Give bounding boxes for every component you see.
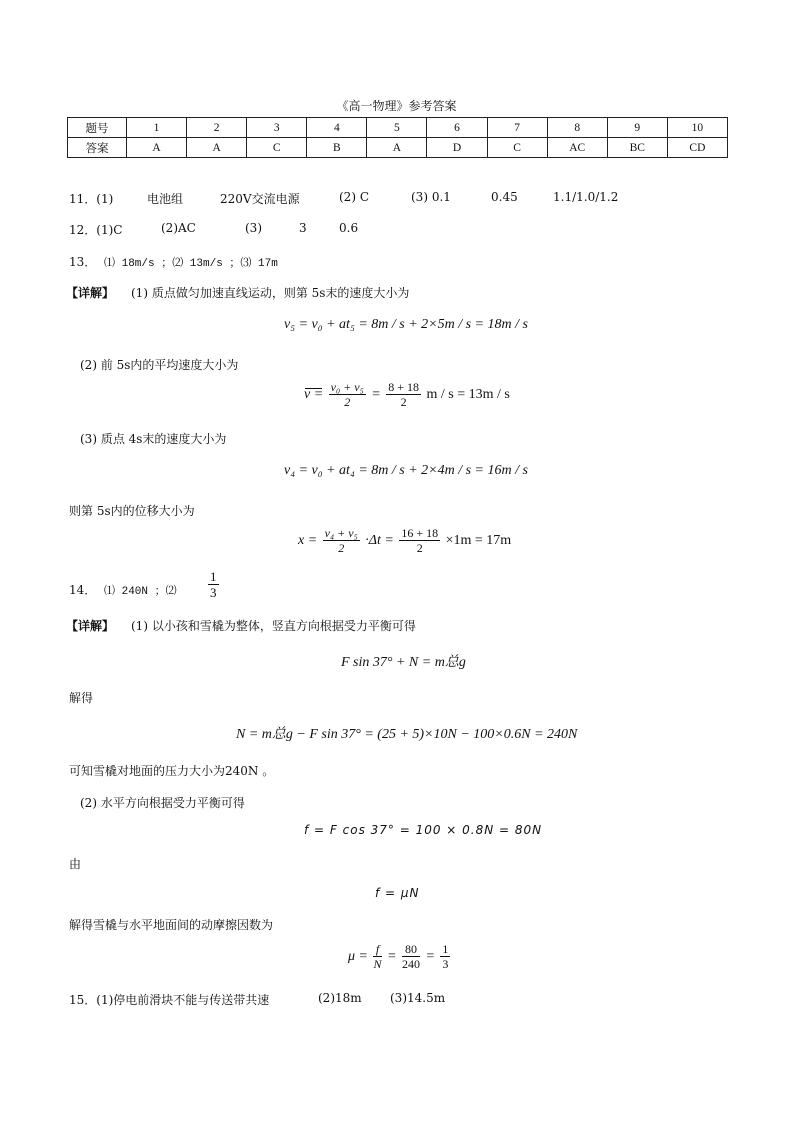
q13-eq4-right: ×1m = 17m [445, 533, 512, 549]
table-cell: 7 [487, 118, 547, 138]
q14-equation-3: f = F cos 37° = 100 × 0.8N = 80N [304, 823, 543, 837]
q13-detail-tag: 【详解】 [66, 286, 115, 300]
equals-sign: = [371, 387, 381, 403]
denominator: 2 [338, 541, 345, 555]
q13-eq2-fraction-1 [329, 380, 366, 410]
q13-step-1: (1) 质点做匀加速直线运动，则第 5s末的速度大小为 [131, 286, 410, 300]
q11-answer-f: 1.1/1.0/1.2 [553, 190, 619, 204]
page-title: 《高一物理》参考答案 [336, 99, 457, 113]
equals-sign: = [425, 949, 435, 965]
table-cell: C [487, 138, 547, 158]
q13-eq2-right: m / s = 13m / s [426, 387, 510, 403]
table-header-cell: 题号 [68, 118, 127, 138]
equals-sign: = [387, 949, 397, 965]
denominator: 3 [210, 585, 217, 600]
answer-table [67, 117, 728, 158]
q13-number: 13． [69, 255, 97, 269]
q13-equation-1: v₅ = v₀ + at₅ = 8m / s + 2×5m / s = 18m / s [284, 317, 528, 332]
q15-answer-c: (3)14.5m [390, 991, 446, 1005]
q11-answer-a: 电池组 [147, 192, 184, 206]
q13-equation-4 [298, 526, 511, 556]
table-cell: 10 [667, 118, 727, 138]
q13-equation-3: v₄ = v₀ + at₄ = 8m / s + 2×4m / s = 16m / s [284, 463, 528, 478]
table-cell: 8 [547, 118, 607, 138]
q14-step-5: 由 [69, 857, 82, 871]
q14-eq5-fraction-2 [402, 942, 420, 972]
q13-eq4-fraction-1 [323, 526, 360, 556]
table-cell: 3 [247, 118, 307, 138]
q13-eq2-fraction-2 [386, 380, 421, 410]
denominator: N [373, 957, 382, 971]
table-header-cell: 答案 [68, 138, 127, 158]
q11-number: 11．(1) [69, 192, 114, 206]
q12-answer-e: 0.6 [339, 221, 359, 235]
denominator: 2 [416, 541, 423, 555]
numerator: 80 [402, 942, 420, 957]
table-cell: 1 [127, 118, 187, 138]
q14-number: 14． [69, 583, 97, 597]
table-cell: D [427, 138, 487, 158]
table-cell: BC [607, 138, 667, 158]
q14-answers: ⑴ 240N ；⑵ [104, 586, 177, 598]
q12-answer-c: (3) [245, 221, 262, 235]
q13-step-4: 则第 5s内的位移大小为 [69, 504, 195, 518]
q14-equation-1: F sin 37° + N = m总g [341, 655, 466, 670]
table-cell: C [247, 138, 307, 158]
q13-eq4-fraction-2 [399, 526, 440, 556]
q11-answer-d: (3) 0.1 [411, 190, 451, 204]
numerator: 16 + 18 [401, 526, 439, 540]
table-cell: A [187, 138, 247, 158]
numerator: 1 [210, 569, 217, 584]
numerator: v₀ + v₅ [330, 380, 364, 394]
fraction [208, 570, 219, 600]
q13-eq4-mid: ·Δt = [365, 533, 394, 549]
table-row [68, 118, 728, 138]
q11-answer-e: 0.45 [491, 190, 518, 204]
numerator: v₄ + v₅ [324, 526, 358, 540]
table-cell: 5 [367, 118, 427, 138]
q14-eq5-fraction-3 [440, 942, 450, 972]
q13-eq4-left: x = [298, 533, 318, 549]
table-row [68, 138, 728, 158]
q14-eq5-fraction-1 [373, 942, 381, 972]
denominator: 240 [401, 957, 420, 971]
q12-answer-b: (2)AC [161, 221, 196, 235]
q14-step-3: 可知雪橇对地面的压力大小为240N 。 [69, 764, 275, 778]
denominator: 3 [442, 957, 449, 971]
q14-eq5-left: μ = [348, 949, 368, 965]
table-cell: 6 [427, 118, 487, 138]
q13-answers: ⑴ 18m/s ；⑵ 13m/s ；⑶ 17m [104, 258, 278, 270]
denominator: 2 [344, 395, 351, 409]
q13-step-2: (2) 前 5s内的平均速度大小为 [80, 358, 239, 372]
q14-step-1: (1) 以小孩和雪橇为整体，竖直方向根据受力平衡可得 [131, 619, 416, 633]
q14-step-6: 解得雪橇与水平地面间的动摩擦因数为 [69, 918, 274, 932]
q15-number: 15．(1)停电前滑块不能与传送带共速 [69, 993, 270, 1007]
table-cell: A [367, 138, 427, 158]
numerator: 1 [442, 942, 449, 956]
table-cell: A [127, 138, 187, 158]
q12-answer-d: 3 [299, 221, 307, 235]
q14-equation-4: f = μN [375, 886, 420, 900]
numerator: 8 + 18 [388, 380, 419, 394]
q11-answer-c: (2) C [339, 190, 369, 204]
q14-step-4: (2) 水平方向根据受力平衡可得 [80, 796, 245, 810]
denominator: 2 [400, 395, 407, 409]
table-cell: 9 [607, 118, 667, 138]
numerator: f [373, 942, 381, 957]
q14-equation-5 [348, 942, 452, 972]
q13-eq2-left: v = [304, 387, 324, 403]
q12-number: 12．(1)C [69, 223, 123, 237]
q13-step-3: (3) 质点 4s末的速度大小为 [80, 432, 227, 446]
table-cell: B [307, 138, 367, 158]
q11-answer-b: 220V交流电源 [220, 192, 300, 206]
q14-detail-tag: 【详解】 [66, 619, 115, 633]
q14-equation-2: N = m总g − F sin 37° = (25 + 5)×10N − 100×0.6N = 240N [236, 727, 578, 742]
q13-equation-2 [304, 380, 510, 410]
table-cell: 2 [187, 118, 247, 138]
q14-answer-fraction [206, 570, 221, 600]
table-cell: CD [667, 138, 727, 158]
q14-step-2: 解得 [69, 691, 94, 705]
table-cell: AC [547, 138, 607, 158]
table-cell: 4 [307, 118, 367, 138]
q15-answer-b: (2)18m [318, 991, 362, 1005]
